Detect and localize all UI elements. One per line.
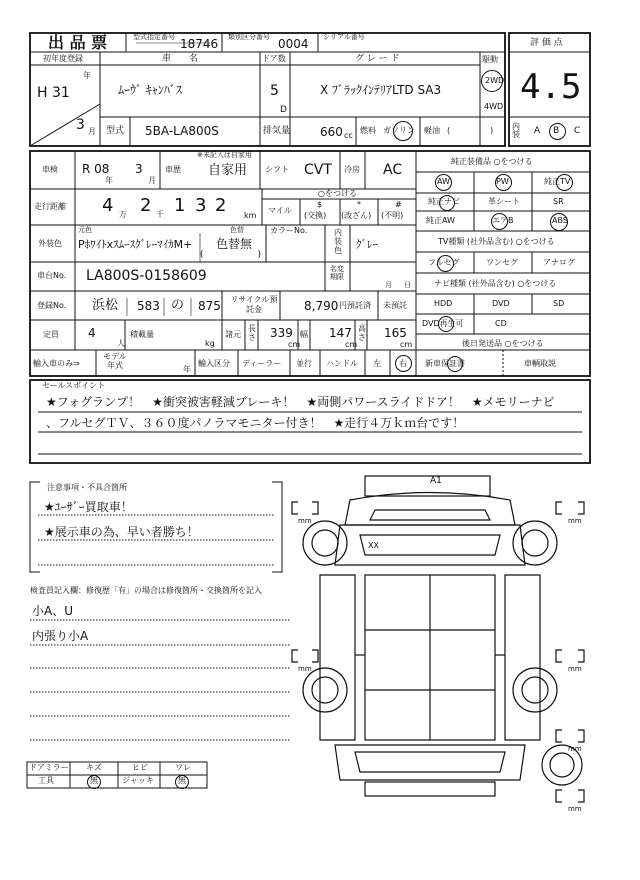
recycle-value: 8,790 <box>304 299 339 313</box>
shokugae-value: 色替無 <box>216 237 253 251</box>
inspector-line-1: 小A、U <box>32 604 73 618</box>
handle-label: ハンドル <box>326 359 358 368</box>
height-label: 高さ <box>358 324 366 342</box>
import-kubun: 輸入区分 <box>198 359 230 368</box>
equip-aw-circle <box>435 174 452 191</box>
door-label: ドア数 <box>262 54 286 63</box>
handle-right: 右 <box>399 359 407 368</box>
model-year-label: モデル年式 <box>103 352 127 370</box>
equip-junsei-aw: 純正AW <box>426 216 455 225</box>
displacement-value: 660 <box>320 125 343 139</box>
mileage-digit-4: 3 <box>195 195 207 216</box>
import-heikou: 並行 <box>296 359 312 368</box>
meigi-label: 名変期限 <box>330 265 344 282</box>
fuel-label: 燃料 <box>360 126 376 135</box>
equip-navi-circle <box>439 195 455 211</box>
naiso-value: ｸﾞﾚｰ <box>356 238 378 251</box>
size-label: 諸元 <box>225 330 241 339</box>
damage-a1: A1 <box>430 476 442 486</box>
naiso-label: 内装色 <box>334 228 342 255</box>
tv-analog: アナログ <box>543 258 575 267</box>
shaken-month: 3 <box>135 162 143 176</box>
mile-dollar: $ <box>317 200 323 209</box>
fuel-gasoline: ガソリン <box>383 126 415 135</box>
later-manual: 車輌取説 <box>524 359 556 368</box>
reg-month: 3 <box>76 117 85 133</box>
serial-label: シリアル番号 <box>323 33 365 41</box>
shaken-year-unit: 年 <box>105 176 113 185</box>
reg-no-label: 登録No. <box>37 301 67 310</box>
moto-color-label: 元色 <box>78 226 92 234</box>
meigi-day: 日 <box>404 281 411 289</box>
mm-fr: mm <box>568 517 582 525</box>
car-name: ﾑｰｳﾞ ｷｬﾝﾊﾞｽ <box>118 83 182 97</box>
notes-line-2: ★展示車の為、早い者勝ち！ <box>44 525 199 539</box>
model-value: 5BA-LA800S <box>145 124 219 138</box>
displacement-unit: cc <box>344 131 353 140</box>
teiin-value: 4 <box>88 326 96 340</box>
katashiki-value: 18746 <box>180 37 219 51</box>
legend-ware: ワレ <box>175 763 191 772</box>
later-warranty-circle <box>447 356 463 372</box>
reg-era: H 31 <box>37 85 70 101</box>
cooler-label: 冷房 <box>344 165 360 174</box>
navi-hdd: HDD <box>434 299 453 308</box>
navi-dvd: DVD <box>492 299 510 308</box>
shift-label: シフト <box>265 165 289 174</box>
mile-koukan: (交換) <box>304 211 327 220</box>
mileage-digit-2: 2 <box>140 195 152 216</box>
equip-abs: ABS <box>552 216 568 225</box>
equip-title: 純正装備品 ○をつける <box>451 157 533 166</box>
width-value: 147 <box>329 326 352 340</box>
recycle-unit: 円預託済 <box>339 301 371 310</box>
door-count: 5 <box>270 83 279 99</box>
reg-number: 875 <box>198 299 221 313</box>
damage-xx: XX <box>368 541 379 550</box>
equip-tv-circle <box>556 174 573 191</box>
drive-label: 駆動 <box>482 55 498 64</box>
mm-spare-2: mm <box>568 805 582 813</box>
length-value: 339 <box>270 326 293 340</box>
inspector-line-2: 内張り小A <box>32 629 89 643</box>
sales-line-1: ★フォグランプ！ ★衝突被害軽減ブレーキ！ ★両側パワースライドドア！ ★メモリーナビ <box>46 395 555 409</box>
score-value: 4.5 <box>520 67 582 107</box>
interior-c: C <box>574 126 581 136</box>
color-label: 外装色 <box>38 239 62 248</box>
width-label: 幅 <box>300 330 308 339</box>
equip-leather: 革シート <box>488 197 520 206</box>
length-unit: cm <box>288 340 301 349</box>
equip-tv: 純正TV <box>544 177 571 186</box>
recycle-no: 未預託 <box>383 301 407 310</box>
equip-pw-circle <box>495 174 512 191</box>
inspector-label: 検査員記入欄：修復歴「有」の場合は修復箇所・交換箇所を記入 <box>30 586 262 595</box>
interior-b: B <box>553 126 560 136</box>
legend-jack-circle <box>175 775 189 789</box>
mile-label: マイル <box>268 206 292 215</box>
mile-kaizan: (改ざん) <box>341 211 372 220</box>
legend-tool-value: 無 <box>90 776 98 785</box>
reg-class: 583 <box>137 299 160 313</box>
equip-airbag-circle <box>491 213 508 230</box>
sales-line-2: 、フルセグＴＶ、３６０度パノラマモニター付き！ ★走行４万ｋｍ台です！ <box>46 416 465 430</box>
model-label: 型式 <box>106 126 125 136</box>
chassis-label: 車台No. <box>37 271 67 280</box>
legend-jack-value: 無 <box>178 776 186 785</box>
interior-label: 内装 <box>512 122 520 139</box>
navi-dvd-play: DVD再生可 <box>422 319 464 328</box>
drive-2wd-circle <box>481 70 503 92</box>
equip-aw: AW <box>437 177 450 186</box>
navi-dvd-play-circle <box>438 316 454 332</box>
width-unit: cm <box>345 340 358 349</box>
equip-sr: SR <box>553 197 564 206</box>
later-warranty: 新車保証書 <box>425 359 465 368</box>
reg-month-unit: 月 <box>88 127 96 136</box>
equip-navi: 純正ナビ <box>428 197 460 206</box>
color-value: PﾎﾜｲﾄxｽﾑｰｽｸﾞﾚｰﾏｲｶM+ <box>78 238 193 251</box>
door-sub: D <box>280 105 287 115</box>
mm-rl: mm <box>298 665 312 673</box>
mile-fumei: (不明) <box>381 211 404 220</box>
mileage-label: 走行距離 <box>34 202 66 211</box>
import-label: 輸入車のみ⇒ <box>33 359 80 368</box>
shift-value: CVT <box>304 162 332 178</box>
fuel-oil: 軽油 <box>424 126 440 135</box>
shareki-value: 自家用 <box>208 163 248 178</box>
grade-value: X ﾌﾞﾗｯｸｲﾝﾃﾘｱLTD SA3 <box>320 83 442 97</box>
height-unit: cm <box>400 340 413 349</box>
equip-airbag: エアB <box>492 216 514 225</box>
legend-hibi: ヒビ <box>132 763 148 772</box>
ruibetsu-label: 類別区分番号 <box>228 33 270 41</box>
tv-oneseg: ワンセグ <box>486 258 518 267</box>
teiin-unit: 人 <box>117 339 125 348</box>
mileage-man: 万 <box>119 210 127 219</box>
sekisai-label: 積載量 <box>130 330 154 339</box>
height-value: 165 <box>384 326 407 340</box>
model-year-unit: 年 <box>183 365 191 374</box>
mileage-digit-3: 1 <box>174 195 186 216</box>
first-reg-label: 初年度登録 <box>43 54 83 63</box>
chassis-value: LA800S-0158609 <box>86 268 207 284</box>
form-title: 出 品 票 <box>48 33 108 52</box>
navi-sd: SD <box>553 299 565 308</box>
mileage-digit-1: 4 <box>102 195 114 216</box>
fuel-paren: ( ) <box>447 126 494 135</box>
shokugae-label: 色替 <box>230 226 244 234</box>
navi-title: ナビ種類 (社外品含む) ○をつける <box>434 279 557 288</box>
recycle-label: リサイクル預託金 <box>230 295 278 314</box>
colorno-label: カラーNo. <box>270 226 308 235</box>
katashiki-label: 型式指定番号 <box>133 33 175 41</box>
reg-year-unit: 年 <box>83 71 91 80</box>
notes-label: 注意事項・不具合箇所 <box>47 483 127 492</box>
shareki-label: 車歴 <box>165 165 181 174</box>
drive-2wd: 2WD <box>485 76 505 85</box>
interior-a: A <box>534 126 541 136</box>
handle-left: 左 <box>373 359 381 368</box>
tv-title: TV種類 (社外品含む) ○をつける <box>438 237 555 246</box>
legend-tool: 工具 <box>38 776 54 785</box>
equip-abs-circle <box>550 213 568 231</box>
shokugae-paren: ( ) <box>200 250 262 260</box>
displacement-label: 排気量 <box>263 126 291 136</box>
legend-kizu: キズ <box>86 763 102 772</box>
legend-tool-circle <box>87 775 101 789</box>
legend-doormirror: ドアミラー <box>29 763 69 772</box>
interior-b-circle <box>549 123 566 140</box>
shaken-month-unit: 月 <box>148 176 156 185</box>
tv-fullseg: フルセグ <box>428 258 460 267</box>
shaken-label: 車検 <box>42 165 58 174</box>
notes-line-1: ★ﾕｰｻﾞｰ買取車！ <box>44 500 133 514</box>
drive-4wd: 4WD <box>484 102 504 111</box>
mile-hash: # <box>395 200 402 209</box>
shareki-note: ※未記入は自家用 <box>197 151 252 159</box>
mile-note: ○をつける <box>318 189 357 198</box>
car-diagram <box>292 476 584 802</box>
cooler-value: AC <box>383 162 403 178</box>
grade-label: グ レ ー ド <box>355 54 400 64</box>
equip-pw: PW <box>496 177 509 186</box>
length-label: 長さ <box>248 324 256 342</box>
mileage-sen: 千 <box>156 210 164 219</box>
mile-star: * <box>357 200 361 209</box>
navi-cd: CD <box>495 319 507 328</box>
meigi-month: 月 <box>385 281 392 289</box>
mm-fl: mm <box>298 517 312 525</box>
sekisai-kg: kg <box>205 339 215 348</box>
handle-right-circle <box>395 355 412 372</box>
import-dealer: ディーラー <box>242 359 282 368</box>
reg-area: 浜松 <box>92 298 119 313</box>
car-name-label: 車 名 <box>162 54 199 64</box>
mileage-km: km <box>244 211 257 220</box>
mm-rr: mm <box>568 665 582 673</box>
tv-fullseg-circle <box>437 255 454 272</box>
mileage-digit-5: 2 <box>215 195 227 216</box>
ruibetsu-value: 0004 <box>278 37 309 51</box>
later-title: 後日発送品 ○をつける <box>462 339 544 348</box>
reg-kana: の <box>171 298 185 313</box>
mm-spare-1: mm <box>568 745 582 753</box>
score-label: 評 価 点 <box>530 38 563 48</box>
fuel-circle <box>393 121 413 141</box>
sales-label: セールスポイント <box>42 381 106 390</box>
shaken-era: R 08 <box>82 162 110 176</box>
teiin-label: 定員 <box>43 330 59 339</box>
legend-jack: ジャッキ <box>122 776 154 785</box>
